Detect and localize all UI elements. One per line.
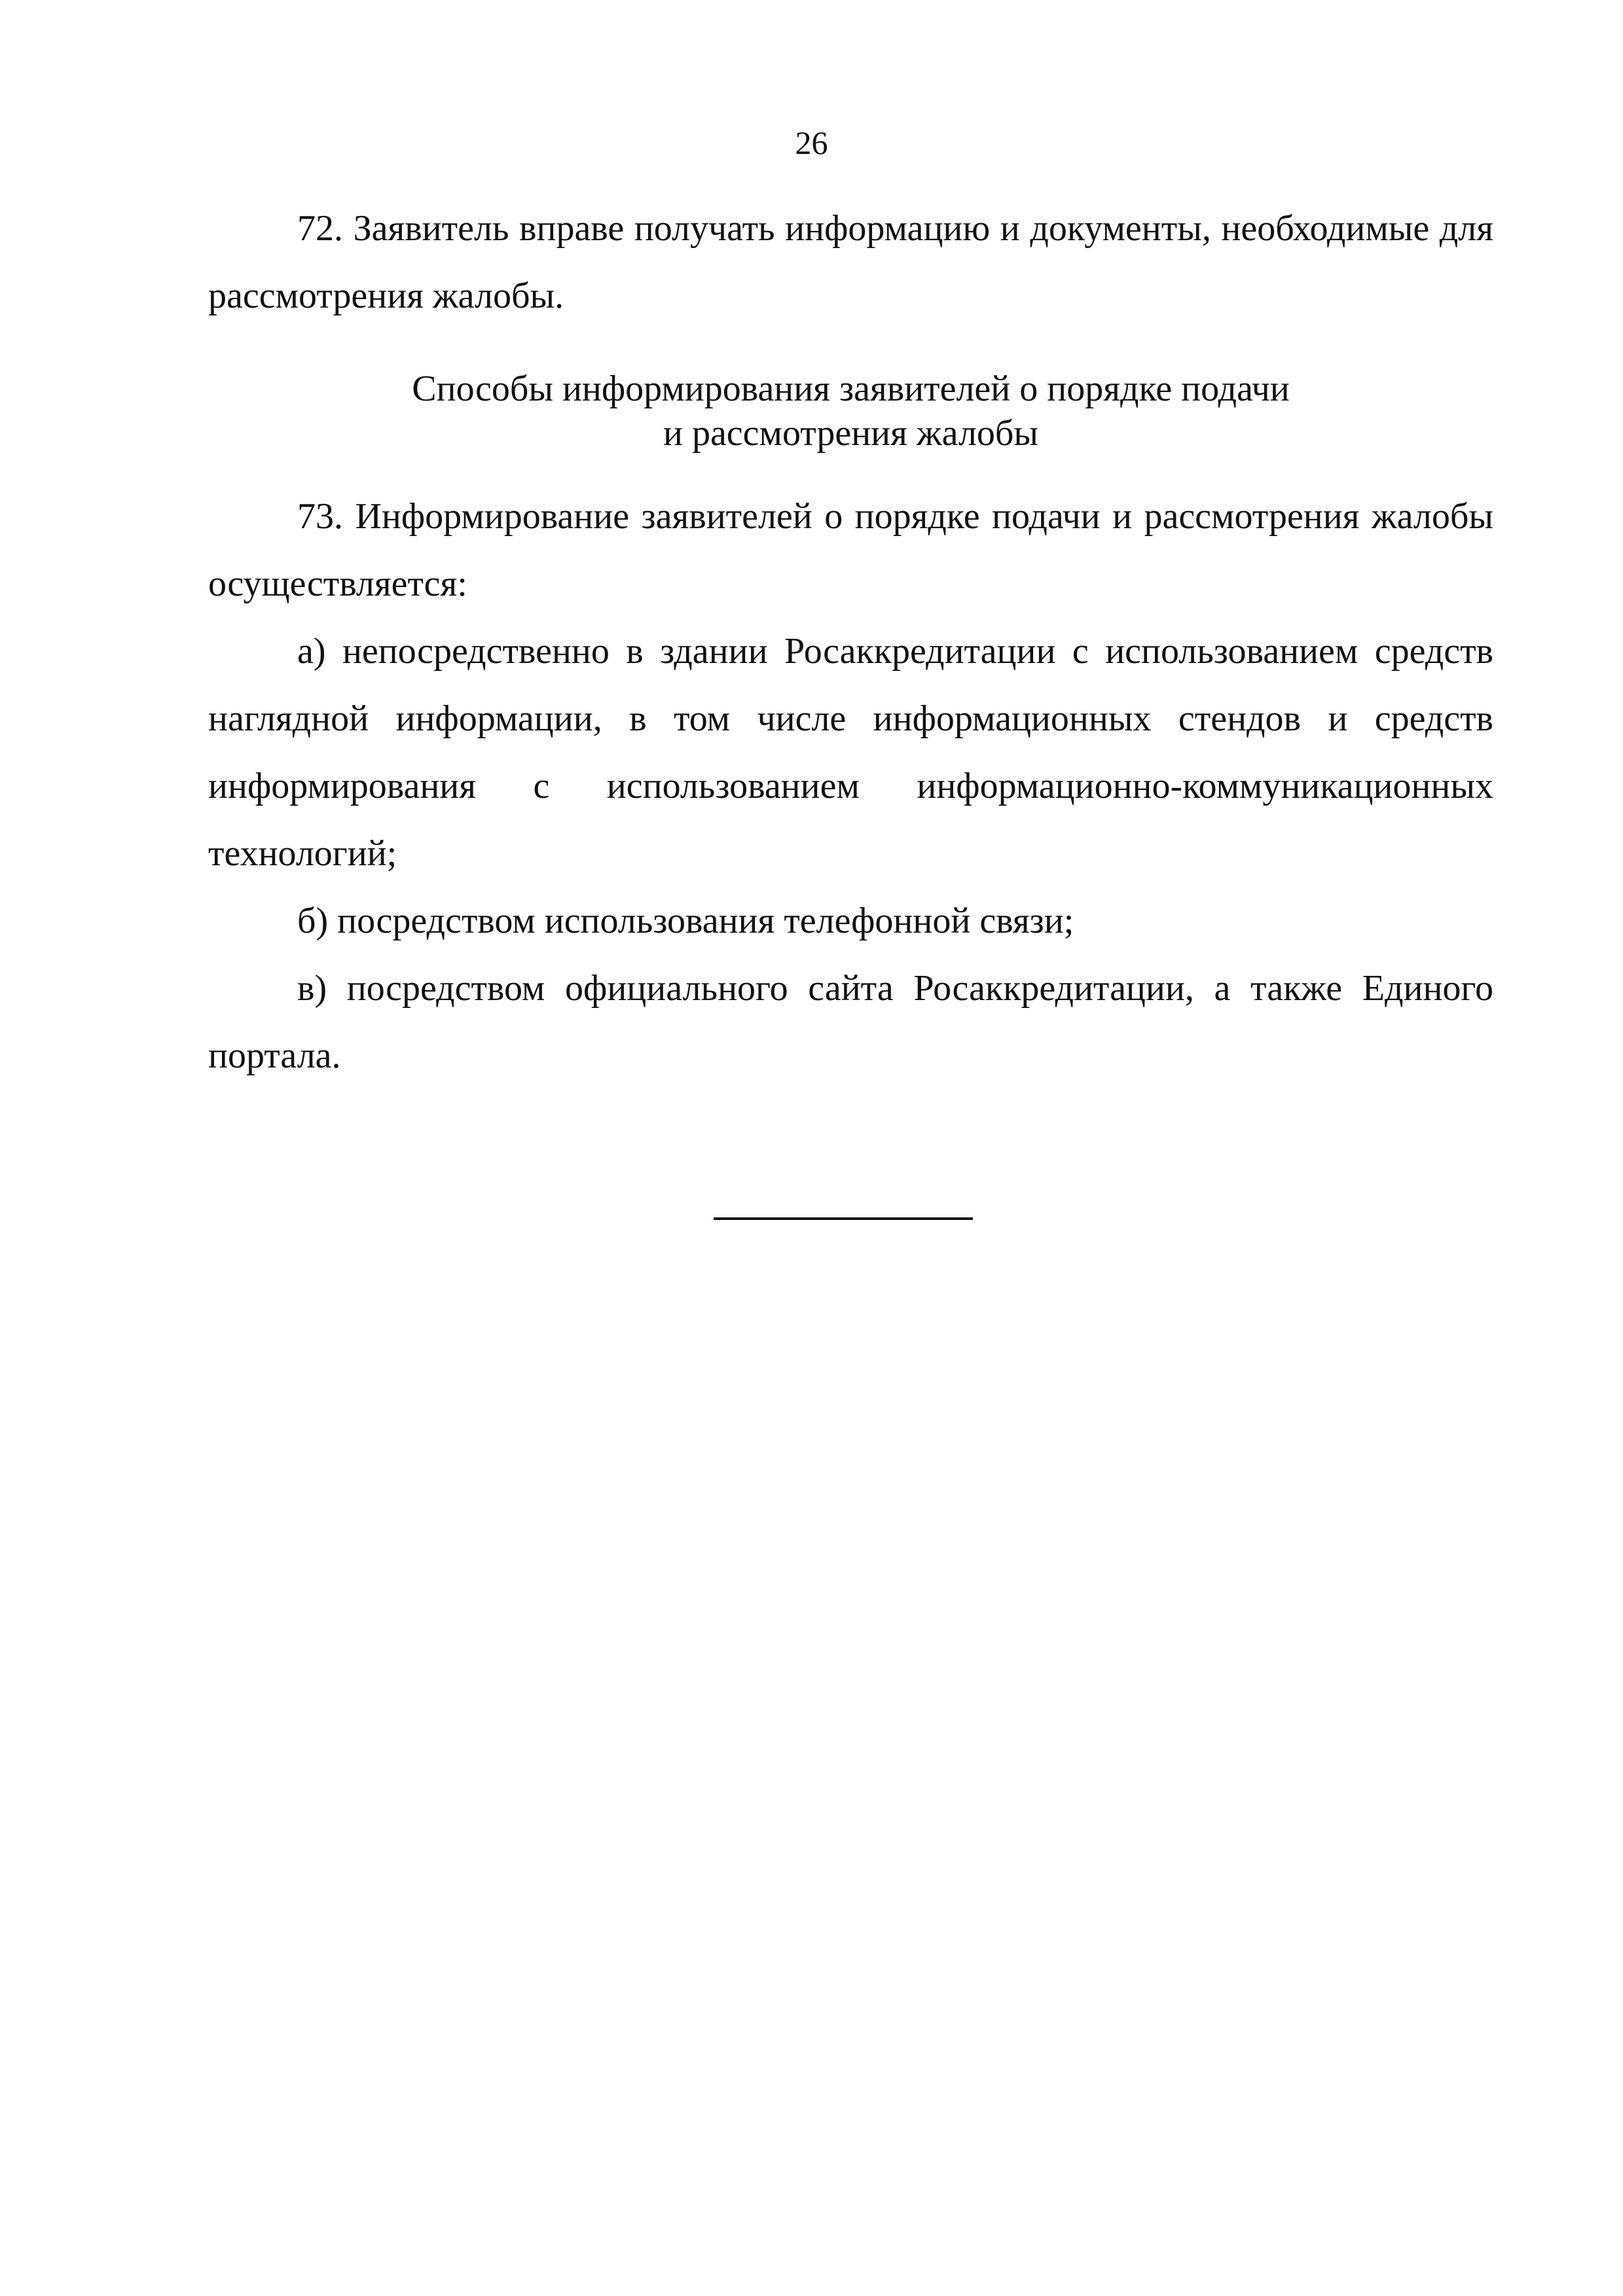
section-heading-line-1: Способы информирования заявителей о порядке подачи	[412, 368, 1290, 409]
paragraph-72-block	[208, 195, 1493, 330]
list-item-b: б) посредством использования телефонной связи;	[297, 901, 1074, 941]
paragraph-73: 73. Информирование заявителей о порядке подачи и рассмотрения жалобы осуществляется:	[208, 496, 1493, 604]
closing-divider	[714, 1217, 973, 1220]
section-heading-line-2: и рассмотрения жалобы	[663, 413, 1039, 454]
paragraph-72: 72. Заявитель вправе получать информацию и документы, необходимые для рассмотрения жалобы.	[208, 208, 1493, 316]
list-item-a: а) непосредственно в здании Росаккредитации с использованием средств наглядной информации, в том числе информационных стендов и средств информирования с использованием информационно-коммуникационных технологий;	[208, 631, 1493, 874]
list-item-v: в) посредством официального сайта Росаккредитации, а также Единого портала.	[208, 968, 1493, 1076]
paragraph-73-block	[208, 483, 1493, 1090]
section-heading	[208, 367, 1493, 456]
page-number: 26	[795, 124, 828, 161]
